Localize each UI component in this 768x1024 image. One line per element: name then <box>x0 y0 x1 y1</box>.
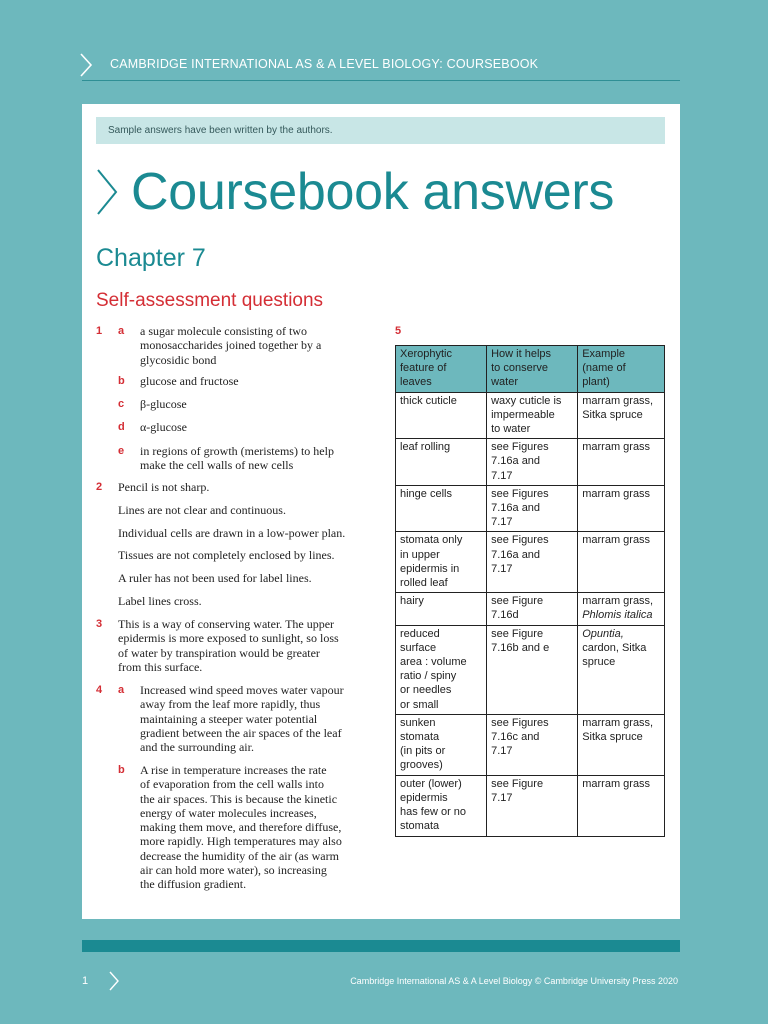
part-letter: d <box>118 421 125 433</box>
section-heading: Self-assessment questions <box>96 290 324 311</box>
column-header: Xerophytic feature of leaves <box>396 346 487 393</box>
table-cell-how: waxy cuticle is impermeable to water <box>487 392 578 439</box>
question-number: 4 <box>96 684 103 696</box>
table-row <box>396 775 665 836</box>
answer-text: Pencil is not sharp. Lines are not clear and continuous. Individual cells are drawn in a low-power plan. Tissues are not completely enclosed by lines. A ruler has not been used for label lines. Label lines cross. <box>118 480 346 608</box>
column-header: Example (name of plant) <box>578 346 665 393</box>
table-row <box>396 625 665 714</box>
table-cell-example: marram grass <box>578 775 665 836</box>
table-cell-example: marram grass, Phlomis italica <box>578 593 665 625</box>
header-rule <box>82 80 680 81</box>
footer-chevron-icon <box>108 970 120 992</box>
running-header: CAMBRIDGE INTERNATIONAL AS & A LEVEL BIOLOGY: COURSEBOOK <box>110 57 539 71</box>
answer-text: α-glucose <box>140 420 187 434</box>
table-cell-feature: stomata only in upper epidermis in rolled leaf <box>396 532 487 593</box>
question-number: 1 <box>96 325 103 337</box>
table-row <box>396 439 665 486</box>
table-cell-how: see Figures 7.16a and 7.17 <box>487 485 578 532</box>
page-title: Coursebook answers <box>131 163 615 221</box>
column-header: How it helps to conserve water <box>487 346 578 393</box>
table-cell-how: see Figure 7.17 <box>487 775 578 836</box>
table-row <box>396 485 665 532</box>
answer-text: A rise in temperature increases the rate of evaporation from the cell walls into the air spaces. This is because the kinetic energy of water molecules increases, making them move, and therefore diffuse, more rapidly. High temperatures may also decrease the humidity of the air (as warm air can hold more water), so increasing the diffusion gradient. <box>140 763 342 892</box>
table-cell-example: marram grass <box>578 439 665 486</box>
table-cell-feature: leaf rolling <box>396 439 487 486</box>
answer-text: Increased wind speed moves water vapour away from the leaf more rapidly, thus maintaining a steeper water potential gradient between the air spaces of the leaf and the surrounding air. <box>140 683 344 755</box>
table-cell-feature: reduced surface area : volume ratio / spiny or needles or small <box>396 625 487 714</box>
answer-text: This is a way of conserving water. The upper epidermis is more exposed to sunlight, so loss of water by transpiration would be greater from this surface. <box>118 617 339 674</box>
table-cell-how: see Figures 7.16c and 7.17 <box>487 714 578 775</box>
footer-copyright: Cambridge International AS & A Level Biology © Cambridge University Press 2020 <box>350 976 678 986</box>
question-number: 3 <box>96 618 103 630</box>
table-cell-feature: hairy <box>396 593 487 625</box>
part-letter: e <box>118 445 125 457</box>
table-row <box>396 593 665 625</box>
table-cell-feature: thick cuticle <box>396 392 487 439</box>
question-number: 2 <box>96 481 103 493</box>
table-cell-feature: sunken stomata (in pits or grooves) <box>396 714 487 775</box>
table-row <box>396 714 665 775</box>
part-letter: b <box>118 764 125 776</box>
part-letter: c <box>118 398 125 410</box>
xerophyte-table <box>395 345 665 837</box>
page-number: 1 <box>82 975 89 987</box>
authors-note: Sample answers have been written by the authors. <box>96 117 665 144</box>
part-letter: a <box>118 325 125 337</box>
table-row <box>396 532 665 593</box>
page <box>82 104 680 919</box>
chapter-heading: Chapter 7 <box>96 244 206 272</box>
part-letter: a <box>118 684 125 696</box>
table-cell-example: marram grass <box>578 485 665 532</box>
part-letter: b <box>118 375 125 387</box>
table-cell-feature: outer (lower) epidermis has few or no stomata <box>396 775 487 836</box>
answer-text: a sugar molecule consisting of two monosaccharides joined together by a glycosidic bond <box>140 324 322 367</box>
table-cell-example: Opuntia, cardon, Sitka spruce <box>578 625 665 714</box>
title-chevron-icon <box>94 166 120 218</box>
answer-text: glucose and fructose <box>140 374 239 388</box>
table-cell-example: marram grass, Sitka spruce <box>578 392 665 439</box>
table-cell-feature: hinge cells <box>396 485 487 532</box>
table-cell-how: see Figure 7.16b and e <box>487 625 578 714</box>
table-cell-how: see Figures 7.16a and 7.17 <box>487 532 578 593</box>
header-chevron-icon <box>78 52 94 78</box>
answer-text: β-glucose <box>140 397 187 411</box>
table-row <box>396 392 665 439</box>
footer-bar <box>82 940 680 952</box>
table-header-row <box>396 346 665 393</box>
table-cell-example: marram grass <box>578 532 665 593</box>
table-cell-how: see Figures 7.16a and 7.17 <box>487 439 578 486</box>
question-number: 5 <box>395 325 402 337</box>
answer-text: in regions of growth (meristems) to help make the cell walls of new cells <box>140 444 334 473</box>
table-cell-how: see Figure 7.16d <box>487 593 578 625</box>
table-cell-example: marram grass, Sitka spruce <box>578 714 665 775</box>
